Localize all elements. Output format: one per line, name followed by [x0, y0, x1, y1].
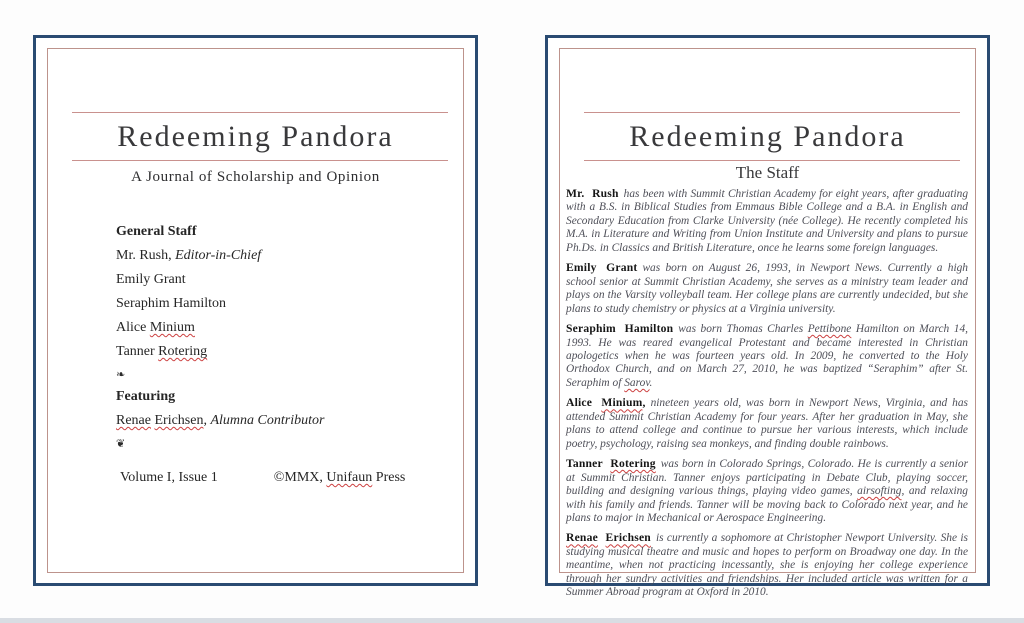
- staff-column: [116, 224, 445, 486]
- title-rule-bottom: [584, 160, 960, 161]
- bio-text: was born in Colorado Springs, Colorado. He is currently a senior at Summit Christian. Tanner enjoys participating in Debate Club, playing soccer, building and designing various things, playing video games, airsofting, and relaxing with his family and friends. Tanner will be moving back to Colorado next year, and he plans to major in Mechanical or Aerospace Engineering.: [566, 458, 968, 524]
- bio-paragraph: [566, 187, 968, 255]
- bio-name: Emily Grant: [566, 261, 638, 275]
- bio-text: has been with Summit Christian Academy for eight years, after graduating with a B.S. in Biblical Studies from Emmaus Bible College and a B.A. in English and Secondary Education from Clarke University (née College). He recently completed his M.A. in Literature and Writing from Union Institute and University and plans to pursue Ph.Ds. in Classics and British Literature, once he learns some foreign languages.: [566, 188, 969, 254]
- featuring-heading: Featuring: [116, 389, 176, 404]
- bio-text: nineteen years old, was born in Newport News, Virginia, and has attended Summit Christian Academy for four years. After her graduation in May, she plans to attend college and continue to pursue her various interests, which include poetry, psychology, raising sea monkeys, and finding double rainbows.: [566, 397, 968, 450]
- featuring-name: Renae Erichsen,: [116, 413, 207, 428]
- title-page[interactable]: [33, 35, 478, 586]
- staff-list-item: [116, 248, 445, 272]
- staff-name: Mr. Rush,: [116, 248, 172, 263]
- bio-name: Alice Minium,: [566, 396, 646, 410]
- bio-text: was born on August 26, 1993, in Newport News. Currently a high school senior at Summit Christian Academy, she serves as a ministry team leader and plays on the Varsity volleyball team. Her college plans are currently undecided, but she plans to study chemistry or physics at a Virginia university.: [566, 262, 969, 315]
- bios-column: [566, 187, 968, 606]
- title-rule-top: [72, 112, 448, 113]
- staff-list-item: [116, 344, 445, 368]
- bio-text: was born Thomas Charles Pettibone Hamilton on March 14, 1993. He was reared evangelical Protestant and became interested in Christian apologetics when he was fourteen years old. In 2009, he converted to the Holy Orthodox Church, and on March 27, 2010, he was baptized “Seraphim” after St. Seraphim of Sarov.: [566, 323, 968, 389]
- bio-paragraph: [566, 261, 968, 316]
- staff-role: Editor-in-Chief: [175, 248, 262, 263]
- copyright-notice: ©MMX, Unifaun Press: [273, 470, 406, 485]
- bio-name: Tanner Rotering: [566, 457, 656, 471]
- title-rule-top: [584, 112, 960, 113]
- bio-paragraph: [566, 531, 968, 599]
- featuring-role: Alumna Contributor: [210, 413, 325, 428]
- bio-name: Seraphim Hamilton: [566, 322, 674, 336]
- general-staff-heading: General Staff: [116, 224, 197, 239]
- window-bottom-edge: [0, 618, 1024, 623]
- journal-title: Redeeming Pandora: [629, 120, 906, 153]
- staff-name: Emily Grant: [116, 272, 186, 287]
- leaf-ornament-icon: ❧: [116, 368, 126, 381]
- bio-paragraph: [566, 396, 968, 451]
- bio-paragraph: [566, 457, 968, 525]
- bio-text: is currently a sophomore at Christopher Newport University. She is studying musical theatre and music and hopes to perform on Broadway one day. In the meantime, when not practicing incessantly, she is enjoying her college experience through her sundry activities and friendships. Her included article was written for a Summer Abroad program at Oxford in 2010.: [566, 532, 968, 599]
- staff-name: Seraphim Hamilton: [116, 296, 227, 311]
- journal-subtitle: A Journal of Scholarship and Opinion: [131, 169, 380, 185]
- staff-list-item: [116, 272, 445, 296]
- volume-issue: Volume I, Issue 1: [120, 470, 218, 485]
- staff-name: Alice Minium: [116, 320, 195, 335]
- floral-ornament-icon: ❦: [116, 437, 126, 450]
- staff-list-item: [116, 320, 445, 344]
- featuring-item: [116, 413, 445, 437]
- staff-section-heading: The Staff: [735, 163, 800, 182]
- journal-title: Redeeming Pandora: [117, 120, 394, 153]
- staff-page[interactable]: [545, 35, 990, 599]
- bio-name: Renae Erichsen: [566, 531, 651, 545]
- staff-name: Tanner Rotering: [116, 344, 208, 359]
- bio-name: Mr. Rush: [566, 187, 619, 200]
- staff-list-item: [116, 296, 445, 320]
- imprint-line: [116, 458, 445, 486]
- bio-paragraph: [566, 322, 968, 390]
- title-rule-bottom: [72, 160, 448, 161]
